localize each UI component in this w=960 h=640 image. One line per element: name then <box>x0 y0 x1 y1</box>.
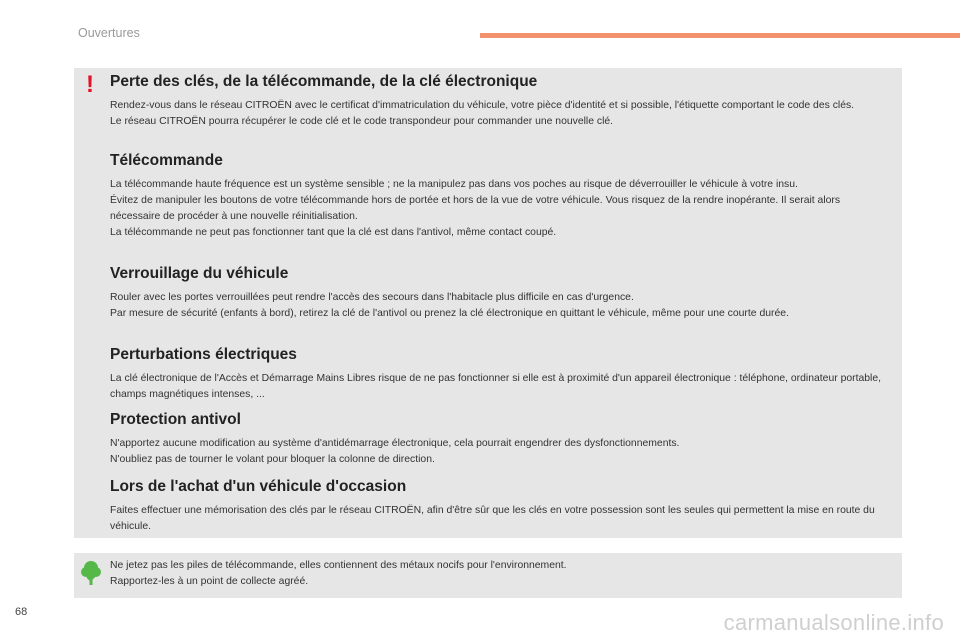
environment-note-line: Ne jetez pas les piles de télécommande, elles contiennent des métaux nocifs pour l'environnement. <box>110 560 567 571</box>
exclamation-icon: ! <box>86 71 94 98</box>
environment-note-text <box>110 558 890 590</box>
section-electrical <box>110 345 890 403</box>
section-antitheft <box>110 410 890 468</box>
environment-note-line: Rapportez-les à un point de collecte agréé. <box>110 576 309 587</box>
section-paragraph: Rendez-vous dans le réseau CITROËN avec le certificat d'immatriculation du véhicule, votre pièce d'identité et si possible, l'étiquette comportant le code des clés. <box>110 100 855 111</box>
tree-icon <box>80 559 102 587</box>
section-paragraph: N'apportez aucune modification au système d'antidémarrage électronique, cela pourrait engendrer des dysfonctionnements. <box>110 438 680 449</box>
section-paragraph: La télécommande ne peut pas fonctionner tant que la clé est dans l'antivol, même contact coupé. <box>110 227 557 238</box>
section-paragraph: Rouler avec les portes verrouillées peut rendre l'accès des secours dans l'habitacle plus difficile en cas d'urgence. <box>110 292 634 303</box>
warning-box <box>74 68 902 538</box>
section-paragraph: Par mesure de sécurité (enfants à bord), retirez la clé de l'antivol ou prenez la clé électronique en quittant le véhicule, même pour une courte durée. <box>110 308 789 319</box>
section-title: Perte des clés, de la télécommande, de la clé électronique <box>110 73 538 90</box>
page-number: 68 <box>15 606 28 618</box>
page-header-title: Ouvertures <box>78 26 140 40</box>
header-accent-bar <box>480 33 960 38</box>
watermark: carmanualsonline.info <box>723 610 944 635</box>
section-remote <box>110 151 890 241</box>
section-title: Perturbations électriques <box>110 346 297 363</box>
section-paragraph: La clé électronique de l'Accès et Démarrage Mains Libres risque de ne pas fonctionner si elle est à proximité d'un appareil électronique : téléphone, ordinateur portable, champs magnétiques intenses, ... <box>110 373 882 400</box>
section-title: Lors de l'achat d'un véhicule d'occasion <box>110 478 407 495</box>
section-title: Verrouillage du véhicule <box>110 265 289 282</box>
section-paragraph: Le réseau CITROËN pourra récupérer le code clé et le code transpondeur pour commander une nouvelle clé. <box>110 116 614 127</box>
section-title: Protection antivol <box>110 411 241 428</box>
environment-note-box <box>74 553 902 598</box>
section-paragraph: Évitez de manipuler les boutons de votre télécommande hors de portée et hors de la vue de votre véhicule. Vous risquez de la rendre inopérante. Il serait alors nécessaire de procéder à une nouvelle réinitialisation. <box>110 195 841 222</box>
section-used-vehicle <box>110 477 890 535</box>
section-locking <box>110 264 890 322</box>
section-title: Télécommande <box>110 152 223 169</box>
section-paragraph: Faites effectuer une mémorisation des clés par le réseau CITROËN, afin d'être sûr que les clés en votre possession sont les seules qui permettent la mise en route du véhicule. <box>110 505 875 532</box>
section-lost-keys <box>110 72 890 130</box>
section-paragraph: La télécommande haute fréquence est un système sensible ; ne la manipulez pas dans vos poches au risque de déverrouiller le véhicule à votre insu. <box>110 179 798 190</box>
section-paragraph: N'oubliez pas de tourner le volant pour bloquer la colonne de direction. <box>110 454 435 465</box>
